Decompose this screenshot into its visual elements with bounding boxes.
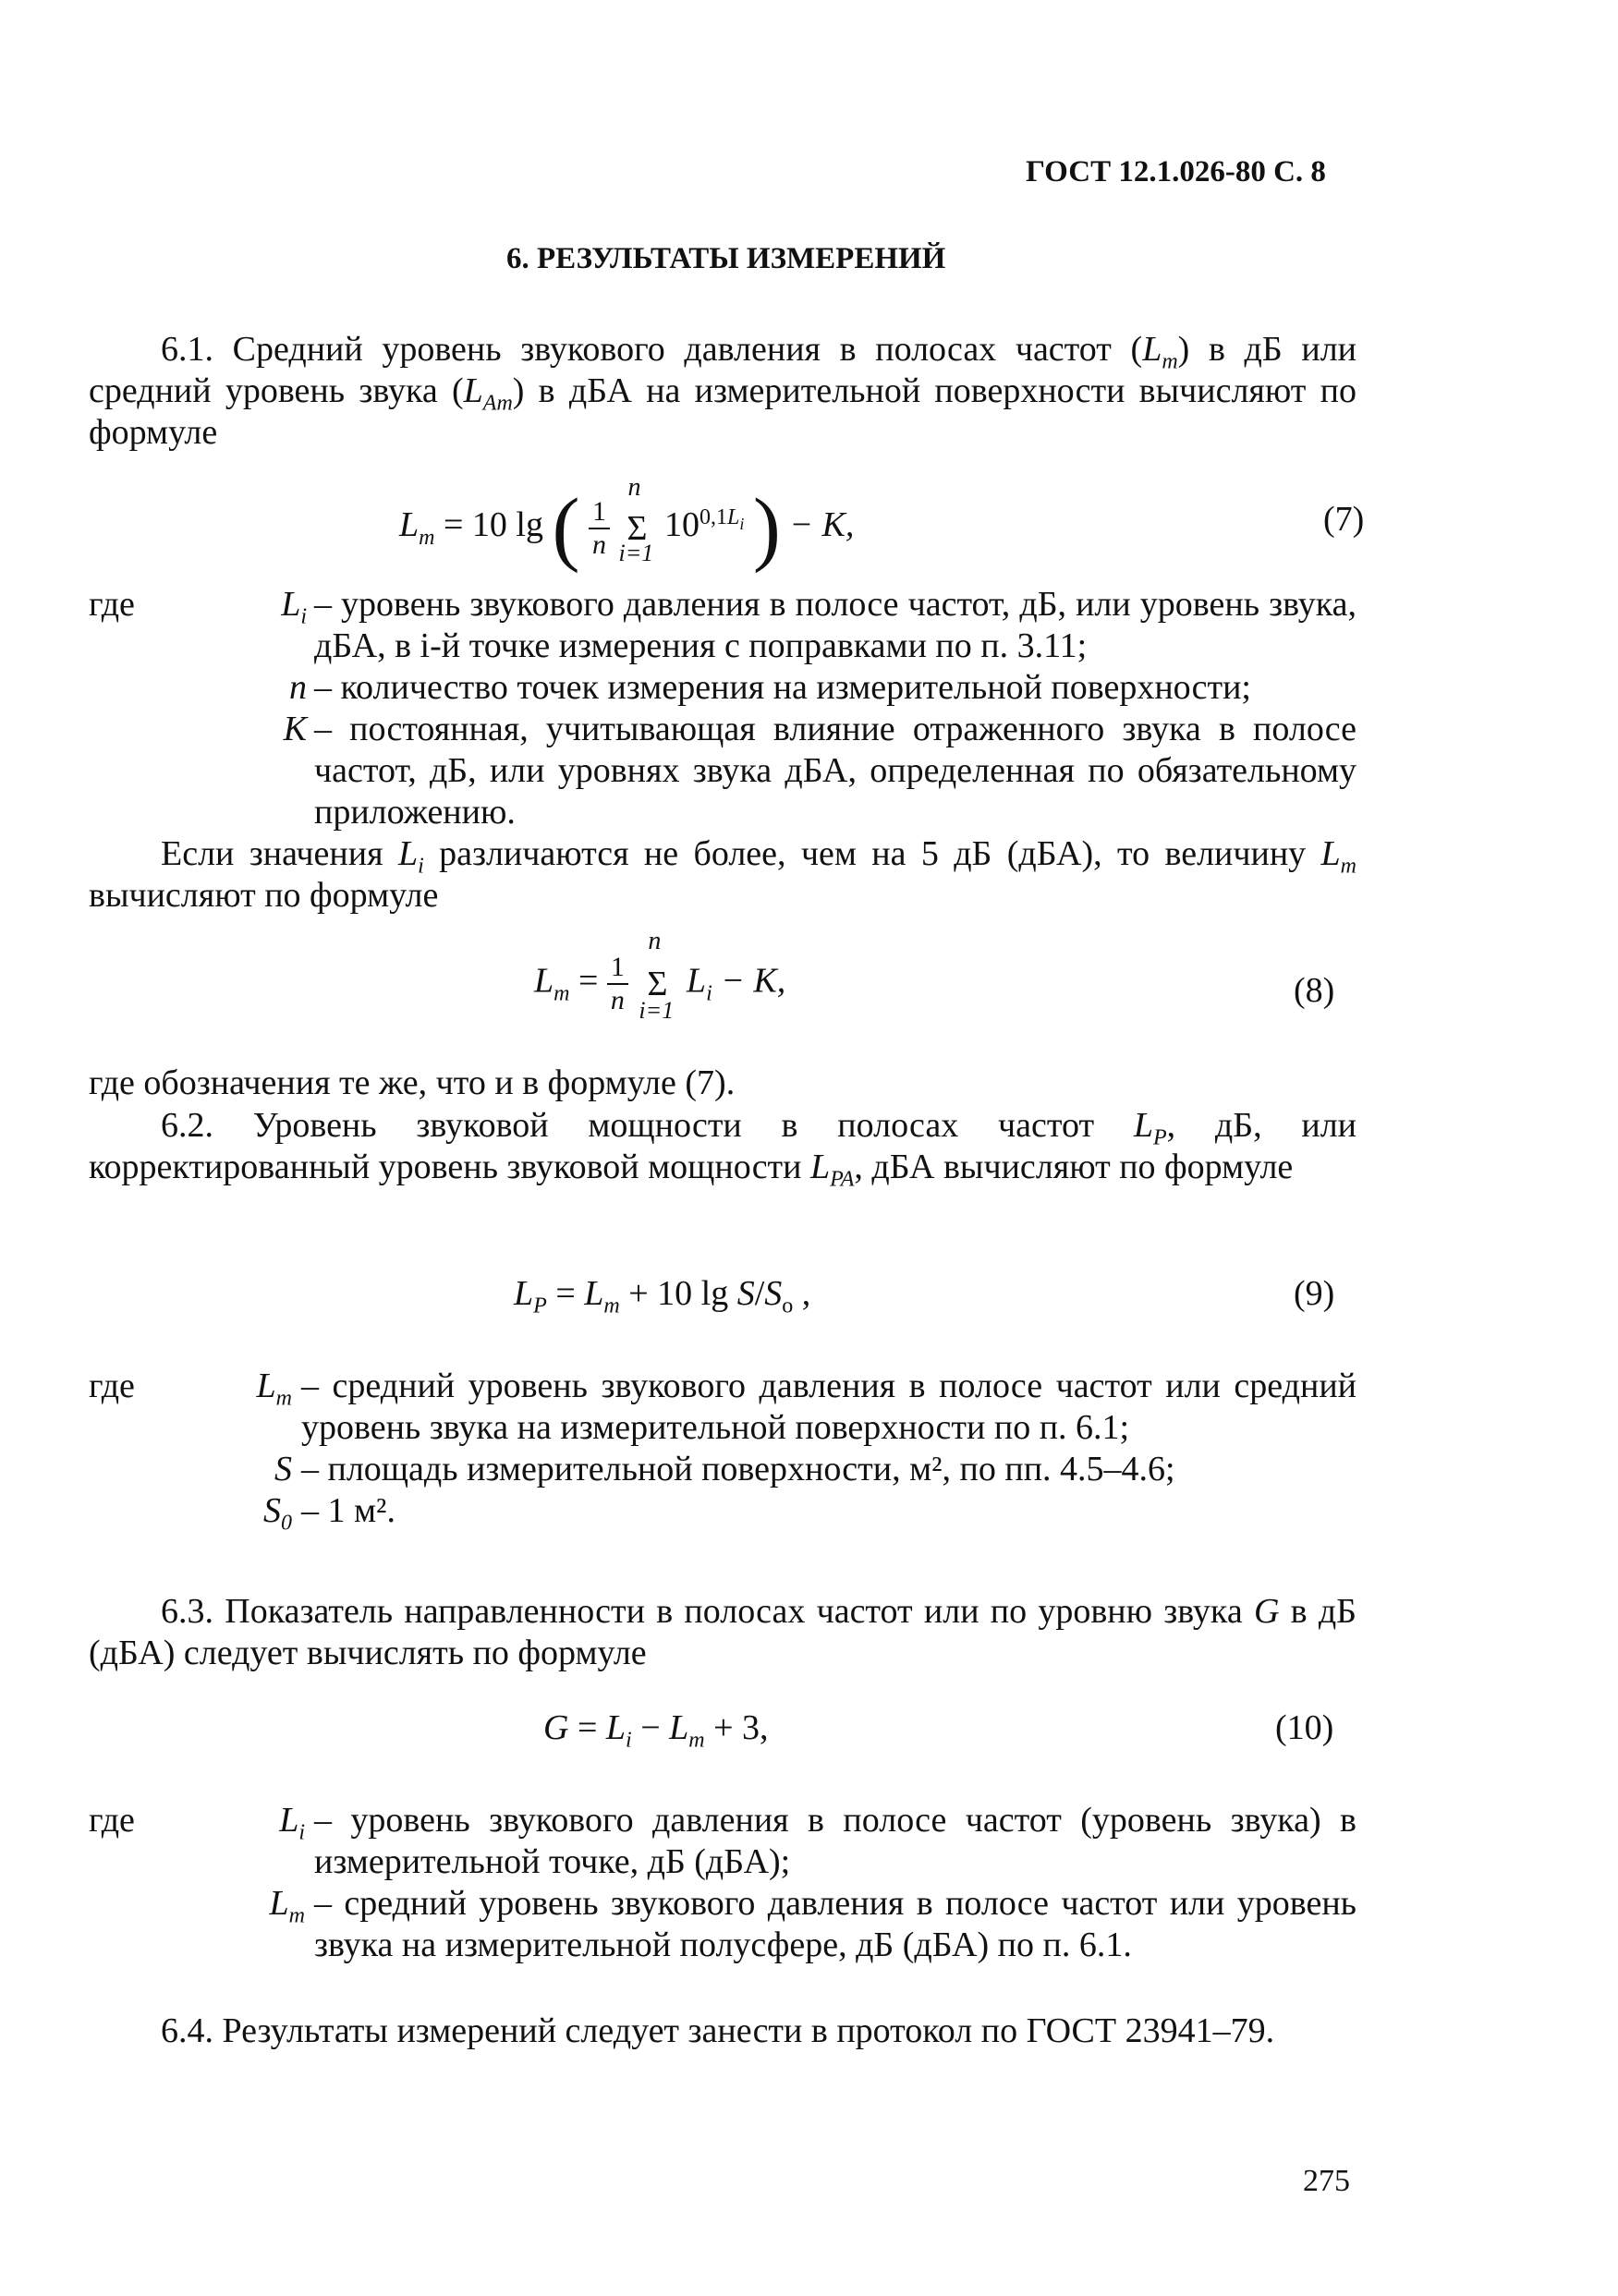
equation-10-number: (10) <box>1275 1708 1334 1747</box>
equation-7: $L_m = 10$ lg ( $\frac{1}{n}$ n Σ i=1 $10^{0,1L_i}$ ) − K, <box>399 472 855 574</box>
paragraph-6-1: 6.1. Средний уровень звукового давления в полосах частот $(L_m)$ в дБ или средний уровень звука $(L_{Am})$ в дБА на измерительной поверхности вычисляют по формуле <box>89 330 1356 452</box>
equation-10: $G = L_i - L_m + 3$, <box>543 1708 769 1753</box>
definitions-eq9 <box>256 1366 1356 1536</box>
definition-item: S – площадь измерительной поверхности, м², по пп. 4.5–4.6; <box>274 1450 1175 1488</box>
page-header: ГОСТ 12.1.026-80 С. 8 <box>1026 155 1326 188</box>
sum-symbol: n Σ i=1 <box>618 472 654 566</box>
definition-item: $S_0$ – 1 м². <box>263 1491 395 1536</box>
equation-7-number: (7) <box>1323 500 1365 539</box>
definition-item: $L_m$ – средний уровень звукового давления в полосе частот или уровень звука на измерительной полусфере, дБ (дБА) по п. 6.1. <box>269 1884 1356 1964</box>
where-label: где <box>89 1801 135 1840</box>
equation-8-number: (8) <box>1294 971 1335 1010</box>
equation-8: $L_m$ = $\frac{1}{n}$ n Σ i=1 $L_i - K$, <box>534 927 786 1024</box>
definition-item: $L_m$ – средний уровень звукового давления в полосе частот или средний уровень звука на измерительной поверхности по п. 6.1; <box>256 1367 1356 1447</box>
paragraph-6-4: 6.4. Результаты измерений следует занести в протокол по ГОСТ 23941–79. <box>161 2011 1275 2050</box>
definition-item: $L_i$ – уровень звукового давления в полосе частот, дБ, или уровень звука, дБА, в i-й точке измерения с поправками по п. 3.11; <box>281 585 1356 665</box>
definitions-eq7 <box>281 584 1356 833</box>
section-title: 6. РЕЗУЛЬТАТЫ ИЗМЕРЕНИЙ <box>506 242 946 275</box>
fraction: $\frac{1}{n}$ <box>589 496 610 561</box>
fraction: $\frac{1}{n}$ <box>607 952 628 1016</box>
paragraph-same-designations: где обозначения те же, что и в формуле (7). <box>89 1063 736 1102</box>
definition-item: K – постоянная, учитывающая влияние отраженного звука в полосе частот, дБ, или уровнях звука дБА, определенная по обязательному приложению. <box>283 710 1356 832</box>
definitions-eq10 <box>269 1800 1356 1966</box>
paragraph-6-2: 6.2. Уровень звуковой мощности в полосах частот $L_P$, дБ, или корректированный уровень звуковой мощности $L_{PA}$, дБА вычисляют по формуле <box>89 1106 1356 1192</box>
paragraph-if-values: Если значения $L_i$ различаются не более, чем на 5 дБ (дБА), то величину $L_m$ вычисляют по формуле <box>89 834 1356 915</box>
equation-9: $L_P = L_m + 10$ $\lg S/S_o$ , <box>514 1274 811 1318</box>
where-label: где <box>89 585 135 624</box>
sum-symbol: n Σ i=1 <box>639 927 675 1024</box>
equation-9-number: (9) <box>1294 1274 1335 1313</box>
where-label: где <box>89 1367 135 1405</box>
definition-item: n – количество точек измерения на измерительной поверхности; <box>289 668 1251 707</box>
paragraph-6-3: 6.3. Показатель направленности в полосах частот или по уровню звука G в дБ (дБА) следует вычислять по формуле <box>89 1592 1356 1672</box>
definition-item: $L_i$ – уровень звукового давления в полосе частот (уровень звука) в измерительной точке, дБ (дБА); <box>279 1801 1356 1881</box>
page-number: 275 <box>1303 2164 1350 2198</box>
